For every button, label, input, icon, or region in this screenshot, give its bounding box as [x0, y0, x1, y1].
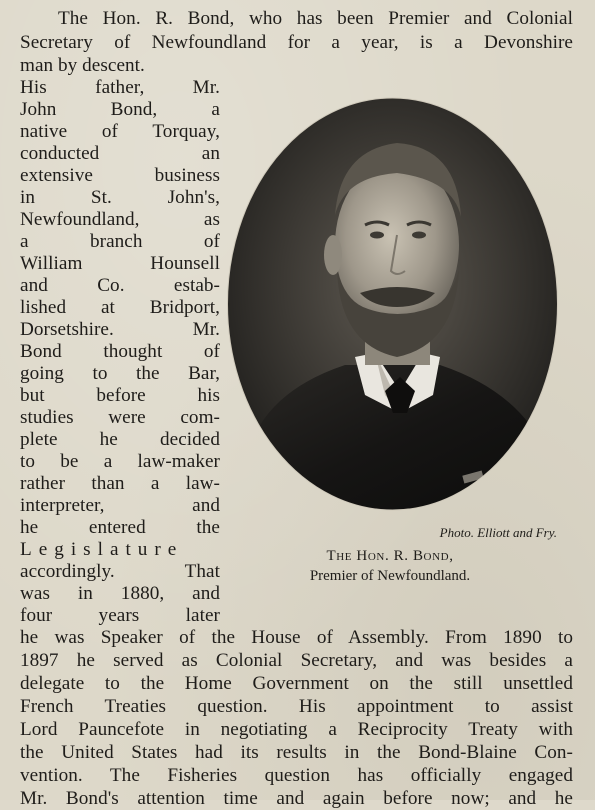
article-line: interpreter, and — [20, 495, 220, 516]
photo-credit: Photo. Elliott and Fry. — [439, 525, 557, 540]
article-line: Lord Pauncefote in negotiating a Reciprocity Treaty with — [20, 719, 573, 740]
article-line: Legislature — [20, 539, 184, 560]
article-line: was in 1880, and — [20, 583, 220, 604]
article-line: in St. John's, — [20, 187, 220, 208]
caption-role: Premier of Newfoundland. — [309, 568, 471, 584]
article-line: William Hounsell — [20, 253, 220, 274]
article-line: conducted an — [20, 143, 220, 164]
article-line: man by descent. — [20, 55, 145, 76]
article-line: delegate to the Home Government on the still unsettled — [20, 673, 573, 694]
article-line: he entered the — [20, 517, 220, 538]
article-line: going to the Bar, — [20, 363, 220, 384]
article-line: Newfoundland, as — [20, 209, 220, 230]
article-line: rather than a law- — [20, 473, 220, 494]
article-line: plete he decided — [20, 429, 220, 450]
article-line: to be a law-maker — [20, 451, 220, 472]
article-line: 1897 he served as Colonial Secretary, and was besides a — [20, 650, 573, 671]
article-line: a branch of — [20, 231, 220, 252]
article-line: French Treaties question. His appointment to assist — [20, 696, 573, 717]
article-line: John Bond, a — [20, 99, 220, 120]
article-line: Bond thought of — [20, 341, 220, 362]
article-line: the United States had its results in the Bond-Blaine Con- — [20, 742, 573, 763]
article-line: native of Torquay, — [20, 121, 220, 142]
article-line: accordingly. That — [20, 561, 220, 582]
article-line: The Hon. R. Bond, who has been Premier and Colonial — [58, 8, 573, 29]
article-line: but before his — [20, 385, 220, 406]
article-line: he was Speaker of the House of Assembly. From 1890 to — [20, 627, 573, 648]
article-line: and Co. estab- — [20, 275, 220, 296]
article-line: Mr. Bond's attention time and again before now; and he — [20, 788, 573, 809]
article-line: Dorsetshire. Mr. — [20, 319, 220, 340]
article-line: four years later — [20, 605, 220, 626]
article-line: studies were com- — [20, 407, 220, 428]
article-line: lished at Bridport, — [20, 297, 220, 318]
article-line: Secretary of Newfoundland for a year, is a Devonshire — [20, 32, 573, 53]
portrait-photo — [225, 95, 560, 513]
caption-name: The Hon. R. Bond, — [326, 548, 454, 564]
article-line: vention. The Fisheries question has officially engaged — [20, 765, 573, 786]
article-line: extensive business — [20, 165, 220, 186]
article-line: His father, Mr. — [20, 77, 220, 98]
